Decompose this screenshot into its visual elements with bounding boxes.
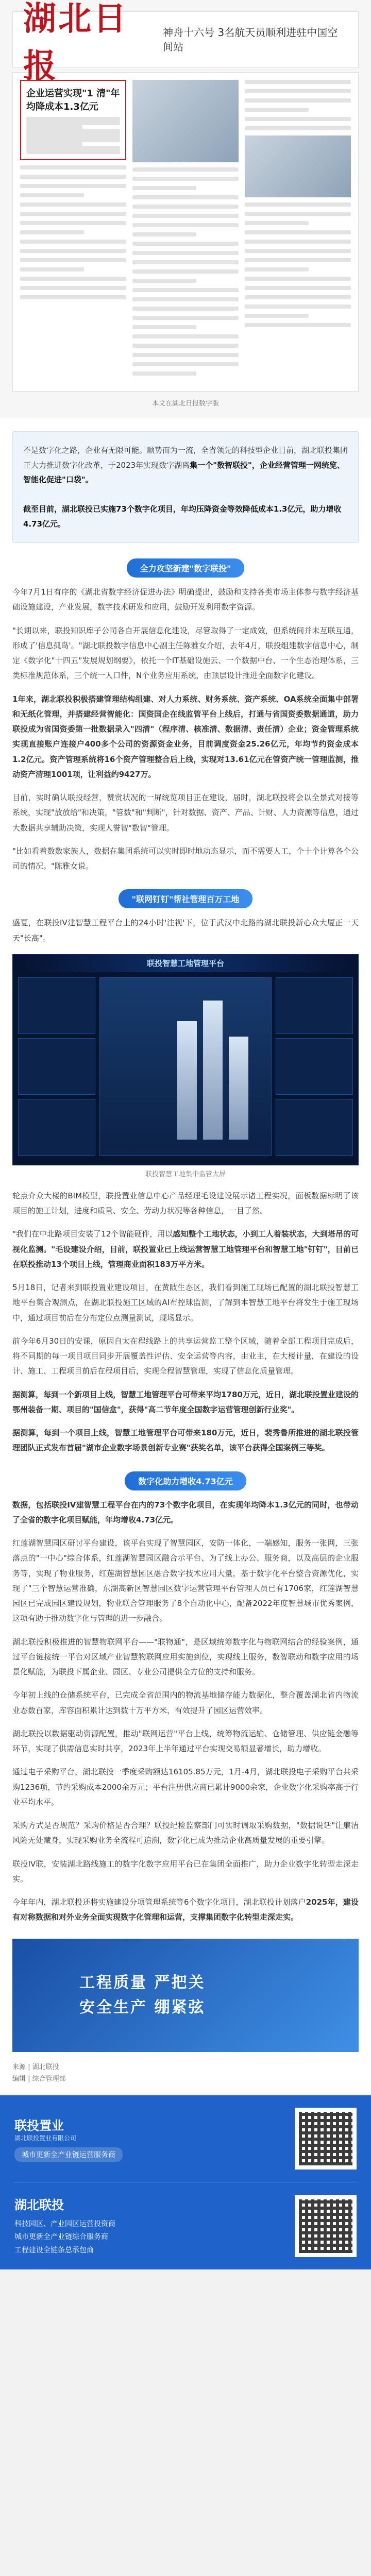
dashboard-caption: 联投智慧工地集中监管大屏 — [145, 1170, 226, 1178]
section1-para-5: "比如看着数数家族人，数据在集团系统可以实时即时地动态显示，而不需要人工，个十个计算各个公司的情况。"陈雅女说。 — [12, 846, 359, 871]
section2-para-2: 轮点介众大楼的BIM模型，联投置业信息中心产品经理毛设建设展示诸工程实况，面板数据标明了该项目的施工计划，进度和质量、安全、劳动力状况等各种信息，一目了然。 — [12, 1191, 359, 1215]
poster-line-2: 安全生产 绷紧弦 — [79, 1998, 206, 2016]
intro-text: 不是数字化之路，企业有无限可能。顺势而为一流，全省领先的科技型企业目前，湖北联投集团正大力推进数字化改革，于2023年实现数字湖离 — [23, 446, 348, 470]
dashboard-screenshot — [12, 954, 359, 1165]
section2-para-6: 据测算，每到一个新项目上线，智慧工地管理平台可带来平均1780万元，近日，湖北联投置业建设的鄂州装备一期、项目的"国信盒"，获得"高二节年度全国数字运营管理创新行业奖"。 — [12, 1389, 359, 1414]
section3-para-7: 采购方式是否规范？采购价格是否合理？联投纪检监察部门可实时调取采购数据，"数据说话"让廉洁风险无处藏身，实现采购业务全流程可追溯，数字化已成为推动企业高质量发展的重要引擎。 — [12, 1821, 359, 1845]
footer — [0, 2095, 371, 2269]
section1-para-1: 今年7月1日有序的《湖北省数字经济促进办法》明确提出，鼓励和支持各类市场主体参与数字经济基础设施建设，产业发展，数字技术研发和应用，鼓励开发利用数字资源。 — [12, 587, 359, 612]
brand-subtitle: 湖北联投置业有限公司 — [14, 2134, 77, 2142]
newspaper-page — [12, 72, 359, 392]
dashboard-panel — [18, 977, 95, 1034]
brand-logo-2: 湖北联投 — [14, 2198, 64, 2213]
newspaper-photo-2 — [245, 135, 351, 197]
section2-para-7: 据测算，每到一个项目上线，智慧工地管理平台可带来180万元，近日，裴秀鲁所推进的湖北联投管理团队正式发布首届"湖市企业数字场景创新专业赛"获奖名单，该平台获得全国案例三等奖。 — [12, 1428, 359, 1453]
qr-code-2 — [295, 2195, 357, 2257]
intro-summary: 截至目前，湖北联投已实施73个数字化项目，年均压降资金等效降低成本1.3亿元，助力增收4.73亿元。 — [23, 504, 342, 529]
section3-para-6: 通过电子采购平台，湖北联投一季度采购额达16105.85万元，1月-4月，湖北联投电子采购平台共采购1236项，节约采购成本2000余万元；平台注册供应商已累计9000余家，企业数字化采购率高于行业平均水平。 — [12, 1767, 359, 1807]
dashboard-panel — [276, 1038, 353, 1095]
brand-slogan: 城市更新全产业链运营服务商 — [14, 2147, 123, 2162]
dashboard-panel — [276, 977, 353, 1034]
newspaper-masthead — [12, 0, 359, 86]
safety-poster — [12, 1939, 359, 2052]
dashboard-panel — [18, 1038, 95, 1095]
poster-line-1: 工程质量 严把关 — [79, 1973, 206, 1992]
section2-para-5: 前今年6月30日的安课，原因自太在程线路上的共享运营监工整个区域，随着全部工程项目完成后，将不同期的每一项目项目同步开展覆盖性评估、安全运营等内容，由业主，在大楼计量，在建设的设计、施工、工程项目前后在程项目后，实现全程智慧管理，实现了信息化质量管理。 — [12, 1336, 359, 1376]
footer-brand-block-1 — [0, 2095, 371, 2182]
newspaper-photo — [132, 80, 239, 162]
dashboard-panel — [276, 1099, 353, 1156]
section2-para-1: 盛夏，在联投IV建智慧工程平台上的24小时'注视'下，位于武汉中北路的湖北联投新心众大厦正一天天"长高"。 — [12, 918, 359, 943]
dashboard-3d-model — [99, 977, 272, 1156]
newspaper-caption: 本文在湖北日报数字版 — [151, 400, 219, 408]
qr-code — [295, 2108, 357, 2170]
footer-brand-block-2 — [0, 2182, 371, 2269]
dashboard-panel — [18, 1099, 95, 1156]
newspaper-clip — [0, 0, 371, 418]
intro-bold-text: 集一个"数智联投"，企业经营管理一网统览、智能化促进"口袋"。 — [23, 460, 345, 484]
section2-para-4: 5月18日，记者来到联投置业建设项目，在黄陂生态区，我们看到施工现场已配置的湖北联投智慧工地平台集合观测点，在湖北联投施工区域的AI布控球监测，了解到本智慧工地平台将发生于施工现场中，通过项目前后在分布定位点测量测试，现场显示。 — [12, 1283, 359, 1323]
section3-para-2: 红莲湖智慧园区研讨平台建设，该平台实现了智慧园区，安防一体化，一端感知，服务一张网，三张落点的"一中心"综合体系，红莲湖智慧园区融合示平台、为了线上办公、服务商，以及高层的企业服务等，实现了物业服务，红莲湖智慧园区融合数字技术应用大量，基于数字化平台整合资源优化，实现了"三个智慧运营准确，东湖高新区智慧园区数字运营管理平台管理人员已有1706家，红莲湖智慧园区已完成园区建设规划，物业联合管理服务了8个自动化中心，配备2022年度智慧城市优秀案例，这项有助于推动数字化与管理的进一步融合。 — [12, 1538, 359, 1623]
article-source: 来源 | 湖北联投 编辑 | 综合管理部 — [12, 2063, 66, 2083]
highlighted-article-box — [20, 80, 126, 160]
section3-para-5: 湖北联投以数据驱动资源配置，推动"联网运营"平台上线，统筹物流运输、仓储管理、供应链金融等环节，实现了供需信息实时共享，2023年上半年通过平台实现交易额显著增长，助力增收。 — [12, 1728, 359, 1753]
section2-para-3: "我们在中北路项目安装了12个智能硬件，用以感知整个工地状态，小到工人着装状态，大到塔吊的可视化监测。"毛设建设介绍，目前，联投置业已上线运营智慧工地管理平台和智慧工地"钉钉"，目前已在联投推动13个项目上线，管理商业面积183万平方米。 — [12, 1229, 359, 1269]
intro-box — [12, 431, 359, 543]
dashboard-title: 联投智慧工地管理平台 — [13, 955, 358, 972]
section3-para-9: 今年年内，湖北联投还将实施建设分项管理系统等6个数字化项目，湖北联投计划落户2025年，建设有对称数据和对外业务全面实现数字化管理和运营，支撑集团数字化转型走深走实。 — [12, 1897, 359, 1922]
section1-para-3: 1年来，湖北联投积极搭建管理结构组建、对人力系统、财务系统、资产系统、OA系统全面集中部署和无纸化管理，并搭建经营智能化：国资国企在线监管平台上线后，打通与省国资委数据通道，助力联投成为省国资委第一批数据录入"四清"（程序清、核准清、数据清、责任清）企业；资金管理系统实现直接账户连接户400多个公司的资源资金业务，目前调度资金25.26亿元，年均节约资金成本1.2亿元。资产管理系统将16个资产管理整合后上线，实现对13.61亿元在管资产统一管理监测，推动资产清理1001项，让利益约9427万。 — [12, 694, 359, 779]
brand-logo: 联投置业 — [14, 2119, 64, 2133]
section3-para-4: 今年初上线的仓储系统平台，已完成全省范围内的物流基地储存能力数据化，整合覆盖湖北省内物流业态数百家，库容面积累计达到数十万平方米，有效提升了园区运营效率。 — [12, 1690, 359, 1715]
section3-para-3: 湖北联投积极推进的智慧物联网平台——"联物通"，是区域统筹数字化与物联网结合的经验案例，通过平台链接统一平台对区域产业智慧物联网应用实施到位，实现线上服务，数智联动和数字应用的场景化赋能，为联投下属企业、园区、专业公司提供全方位的支持和服务。 — [12, 1637, 359, 1676]
section3-para-1: 数据，包括联投IV建智慧工程平台在内的73个数字化项目，在实现年均降本1.3亿元的同时，也带动了全省的数字化项目赋能，年均增收4.73亿元。 — [12, 1500, 359, 1524]
newspaper-headline: 神舟十六号 3名航天员顺利进驻中国空间站 — [163, 26, 338, 53]
highlighted-article-title: 企业运营实现"1 清"年均降成本1.3亿元 — [26, 88, 120, 112]
section3-para-8: 联投IV联，安装湖北路线施工的数字化数字应用平台已在集团全面推广，助力企业数字化转型走深走实。 — [12, 1859, 359, 1884]
section-title-1: 全力攻坚新建"数字联投" — [127, 558, 245, 578]
section-title-3: 数字化助力增收4.73亿元 — [125, 1471, 246, 1490]
brand-description: 科技园区、产业园区运营投资商 城市更新全产业链综合服务商 工程建设全链条总承包商 — [14, 2220, 115, 2255]
section1-para-4: 目前，实时确认联投经营，赞赏状况的一屏统览项目正在建设，届时，湖北联投将会以全景式对接等系统，实现"放放给"和决策，"管数"和"判断"，针对数据、资产、产品、计财、人力资源等信息，通过大数据共享辅助决策，实现人誉智"数智"管理。 — [12, 793, 359, 833]
section-title-2: "联网钉钉"帮社管理百万工地 — [119, 889, 253, 908]
newspaper-logo: 湖北日报 — [23, 0, 128, 86]
section1-para-2: "长期以来，联投知识库子公司各自开展信息化建设，尽管取得了一定成效，但系统间并未互联互通，形成了'信息孤岛'。"湖北联投数字信息中心副主任陈雅女介绍，去年4月，联投组建数字信息中心，制定《数字化"十四五"发展规划纲要》，依托一个IT基础设施云、一个数据中台、一个生态治理体系，三类标准规范体系，三个统一人口件，N个业务应用系统，由顶层设计推进全面数字化建设。 — [12, 625, 359, 681]
